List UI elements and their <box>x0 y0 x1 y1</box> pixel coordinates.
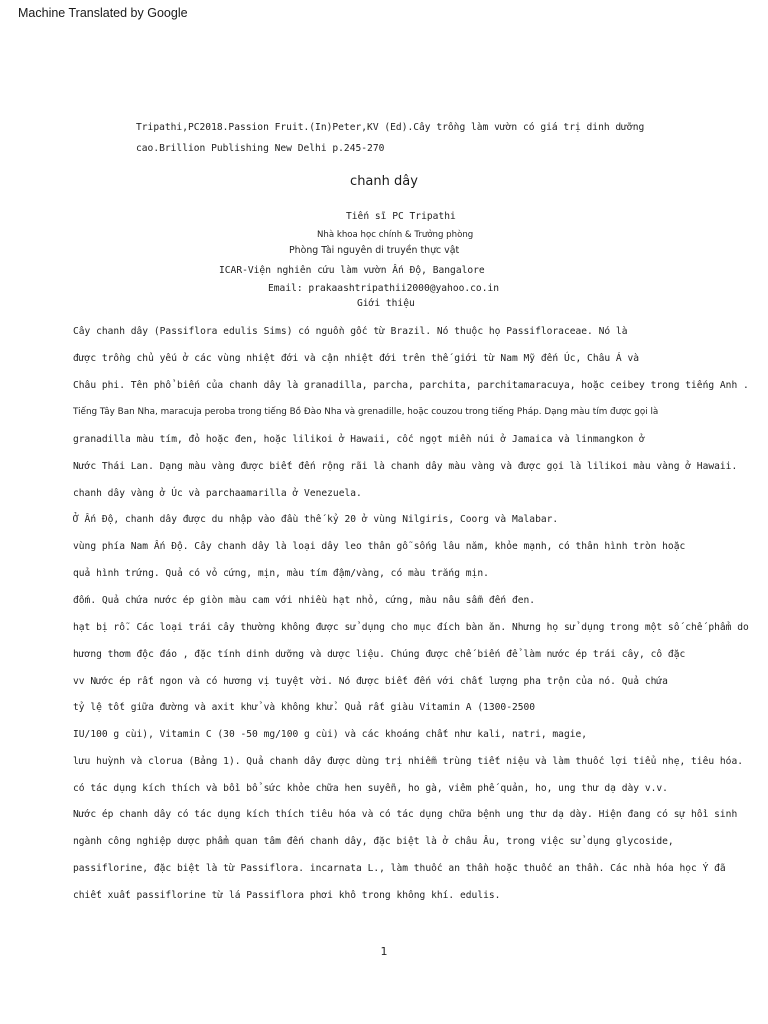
author-name: Tiến sĩ PC Tripathi <box>346 211 456 222</box>
body-line: chiết xuất passiflorine từ lá Passiflora phơi khô trong không khí. edulis. <box>73 890 501 901</box>
machine-translation-banner: Machine Translated by Google <box>18 6 188 20</box>
body-line: Ở Ấn Độ, chanh dây được du nhập vào đầu thế kỷ 20 ở vùng Nilgiris, Coorg và Malabar. <box>73 514 559 525</box>
author-email: Email: prakaashtripathii2000@yahoo.co.in <box>268 283 500 294</box>
body-line: Cây chanh dây (Passiflora edulis Sims) có nguồn gốc từ Brazil. Nó thuộc họ Passifloraceae. Nó là <box>73 326 628 337</box>
page-number: 1 <box>380 945 388 958</box>
body-line: Châu phi. Tên phổ biến của chanh dây là granadilla, parcha, parchita, parchitamaracuya, hoặc ceibey trong tiếng Anh . <box>73 380 749 391</box>
author-institute: ICAR-Viện nghiên cứu làm vườn Ấn Độ, Bangalore <box>219 265 485 276</box>
body-line: passiflorine, đặc biệt là từ Passiflora. incarnata L., làm thuốc an thần hoặc thuốc an thần. Các nhà hóa học Ý đã <box>73 863 726 874</box>
body-line: IU/100 g cùi), Vitamin C (30 -50 mg/100 g cùi) và các khoáng chất như kali, natri, magie, <box>73 729 588 740</box>
body-line: chanh dây vàng ở Úc và parchaamarilla ở Venezuela. <box>73 488 362 499</box>
section-heading: Giới thiệu <box>357 298 415 309</box>
body-line: đốm. Quả chứa nước ép giòn màu cam với nhiều hạt nhỏ, cứng, màu nâu sẫm đến đen. <box>73 595 536 606</box>
body-line: vv Nước ép rất ngon và có hương vị tuyệt vời. Nó được biết đến với chất lượng pha trộn của nó. Quả chứa <box>73 676 668 687</box>
body-line: lưu huỳnh và clorua (Bảng 1). Quả chanh dây được dùng trị nhiễm trùng tiết niệu và làm thuốc lợi tiểu nhẹ, tiêu hóa. <box>73 756 744 767</box>
body-line: vùng phía Nam Ấn Độ. Cây chanh dây là loại dây leo thân gỗ sống lâu năm, khỏe mạnh, có thân hình tròn hoặc <box>73 541 686 552</box>
author-position: Nhà khoa học chính & Trưởng phòng <box>317 230 474 240</box>
body-line: Tiếng Tây Ban Nha, maracuja peroba trong tiếng Bồ Đào Nha và grenadille, hoặc couzou trong tiếng Pháp. Dạng màu tím được gọi là <box>73 407 659 417</box>
body-line: tỷ lệ tốt giữa đường và axit khử và không khử. Quả rất giàu Vitamin A (1300-2500 <box>73 702 536 713</box>
document-title: chanh dây <box>350 174 418 189</box>
body-line: granadilla màu tím, đỏ hoặc đen, hoặc lilikoi ở Hawaii, cốc ngọt miền núi ở Jamaica và linmangkon ở <box>73 434 645 445</box>
body-line: hạt bị rỗ. Các loại trái cây thường không được sử dụng cho mục đích bàn ăn. Nhưng họ sử dụng trong một số chế phẩm do <box>73 622 749 633</box>
author-division: Phòng Tài nguyên di truyền thực vật <box>289 245 460 256</box>
body-line: Nước Thái Lan. Dạng màu vàng được biết đến rộng rãi là chanh dây màu vàng và được gọi là lilikoi màu vàng ở Hawaii. <box>73 461 738 472</box>
body-line: có tác dụng kích thích và bồi bổ sức khỏe chữa hen suyễn, ho gà, viêm phế quản, ho, ung thư dạ dày v.v. <box>73 783 668 794</box>
body-line: ngành công nghiệp dược phẩm quan tâm đến chanh dây, đặc biệt là ở châu Âu, trong việc sử dụng glycoside, <box>73 836 674 847</box>
body-line: được trồng chủ yếu ở các vùng nhiệt đới và cận nhiệt đới trên thế giới từ Nam Mỹ đến Úc, Châu Á và <box>73 353 640 364</box>
citation-line-1: Tripathi,PC2018.Passion Fruit.(In)Peter,KV (Ed).Cây trồng làm vườn có giá trị dinh dưỡng <box>136 122 645 133</box>
body-line: quả hình trứng. Quả có vỏ cứng, mịn, màu tím đậm/vàng, có màu trắng mịn. <box>73 568 489 579</box>
body-line: hương thơm độc đáo , đặc tính dinh dưỡng và dược liệu. Chúng được chế biến để làm nước ép trái cây, cô đặc <box>73 649 686 660</box>
citation-line-2: cao.Brillion Publishing New Delhi p.245-270 <box>136 143 385 154</box>
body-line: Nước ép chanh dây có tác dụng kích thích tiêu hóa và có tác dụng chữa bệnh ung thư dạ dày. Hiện đang có sự hồi sinh <box>73 809 738 820</box>
